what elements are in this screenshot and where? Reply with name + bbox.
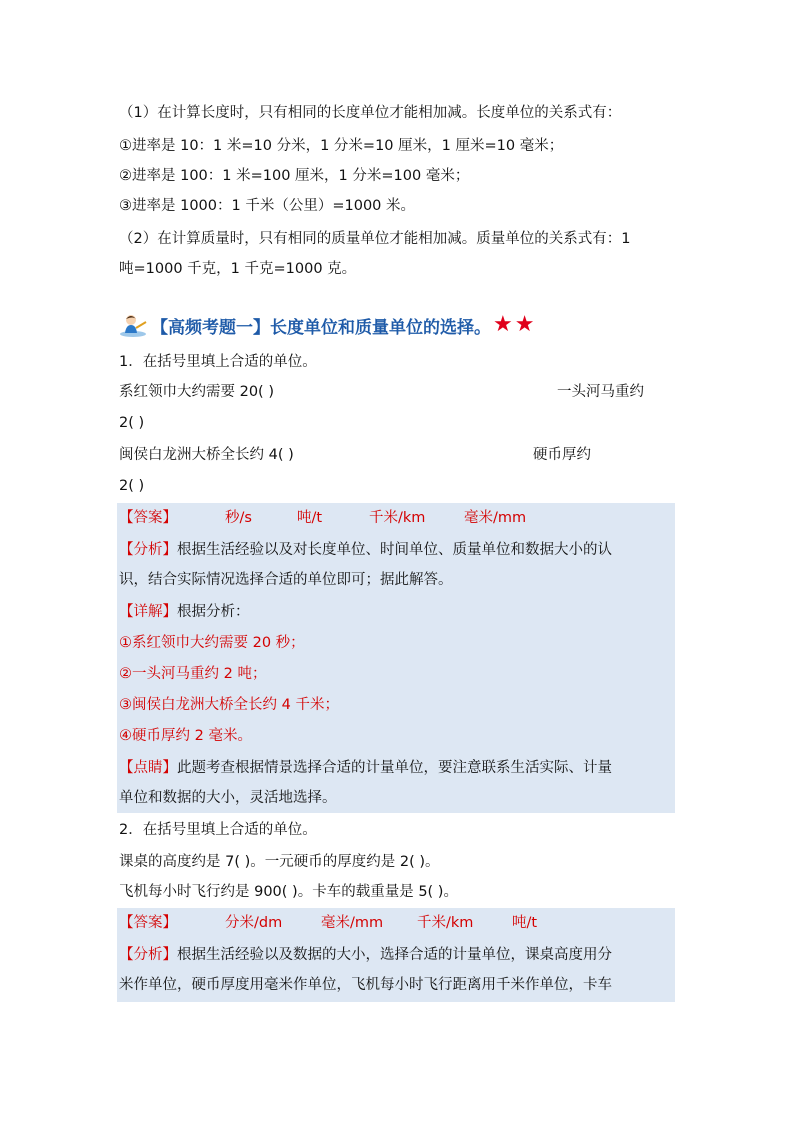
answer-item: 千米/km <box>417 915 474 931</box>
q1-item-d-wrap: 2( ) <box>119 478 145 494</box>
intro-line-6: 吨=1000 千克，1 千克=1000 克。 <box>119 261 357 277</box>
q1-detail-3: ③闽侯白龙洲大桥全长约 4 千米； <box>119 697 339 713</box>
answer-label: 【答案】 <box>119 510 177 526</box>
analysis-text: 根据生活经验以及数据的大小，选择合适的计量单位，课桌高度用分 <box>177 947 612 963</box>
star-icon: ★ <box>514 312 535 337</box>
intro-line-4: ③进率是 1000：1 千米（公里）=1000 米。 <box>119 198 416 214</box>
q1-item-b: 一头河马重约 <box>557 384 644 400</box>
detail-text: 根据分析： <box>177 604 250 620</box>
answer-item: 千米/km <box>369 510 426 526</box>
q1-comment-2: 单位和数据的大小，灵活地选择。 <box>119 790 337 806</box>
student-writing-icon <box>119 312 149 338</box>
q2-analysis-2: 米作单位，硬币厚度用毫米作单位，飞机每小时飞行距离用千米作单位，卡车 <box>119 977 612 993</box>
q1-comment-1 <box>119 758 612 778</box>
q2-answer-row <box>119 913 538 933</box>
answer-item: 秒/s <box>225 510 252 526</box>
q2-line-1: 课桌的高度约是 7( )。一元硬币的厚度约是 2( )。 <box>119 854 440 870</box>
star-icon: ★ <box>493 312 513 337</box>
answer-item: 吨/t <box>297 510 323 526</box>
q1-detail-4: ④硬币厚约 2 毫米。 <box>119 728 252 744</box>
q2-line-2: 飞机每小时飞行约是 900( )。卡车的载重量是 5( )。 <box>119 884 458 900</box>
comment-label: 【点睛】 <box>119 760 177 776</box>
q1-analysis-2: 识，结合实际情况选择合适的单位即可；据此解答。 <box>119 572 453 588</box>
q1-detail <box>119 602 250 622</box>
analysis-text: 根据生活经验以及对长度单位、时间单位、质量单位和数据大小的认 <box>177 542 612 558</box>
answer-item: 吨/t <box>512 915 538 931</box>
q2-analysis-1 <box>119 945 612 965</box>
q1-item-b-wrap: 2( ) <box>119 415 145 431</box>
q2-stem: 2．在括号里填上合适的单位。 <box>119 822 317 838</box>
q1-detail-1: ①系红领巾大约需要 20 秒； <box>119 635 305 651</box>
analysis-label: 【分析】 <box>119 947 177 963</box>
answer-item: 分米/dm <box>225 915 283 931</box>
answer-item: 毫米/mm <box>464 510 527 526</box>
q1-item-c: 闽侯白龙洲大桥全长约 4( ) <box>119 447 294 463</box>
q1-item-d: 硬币厚约 <box>533 447 591 463</box>
q1-item-a: 系红领巾大约需要 20( ) <box>119 384 274 400</box>
answer-label: 【答案】 <box>119 915 177 931</box>
analysis-label: 【分析】 <box>119 542 177 558</box>
intro-line-2: ①进率是 10：1 米=10 分米，1 分米=10 厘米，1 厘米=10 毫米； <box>119 138 564 154</box>
answer-item: 毫米/mm <box>321 915 384 931</box>
q1-detail-2: ②一头河马重约 2 吨； <box>119 666 267 682</box>
comment-text: 此题考查根据情景选择合适的计量单位，要注意联系生活实际、计量 <box>177 760 612 776</box>
intro-line-3: ②进率是 100：1 米=100 厘米，1 分米=100 毫米； <box>119 168 470 184</box>
section-title: 【高频考题一】长度单位和质量单位的选择。 <box>151 317 491 338</box>
intro-line-1: （1）在计算长度时，只有相同的长度单位才能相加减。长度单位的关系式有： <box>119 105 622 121</box>
q1-stem: 1．在括号里填上合适的单位。 <box>119 354 317 370</box>
section-heading <box>119 312 534 338</box>
detail-label: 【详解】 <box>119 604 177 620</box>
q1-analysis-1 <box>119 540 612 560</box>
q1-answer-row <box>119 508 527 528</box>
intro-line-5: （2）在计算质量时，只有相同的质量单位才能相加减。质量单位的关系式有：1 <box>119 231 631 247</box>
